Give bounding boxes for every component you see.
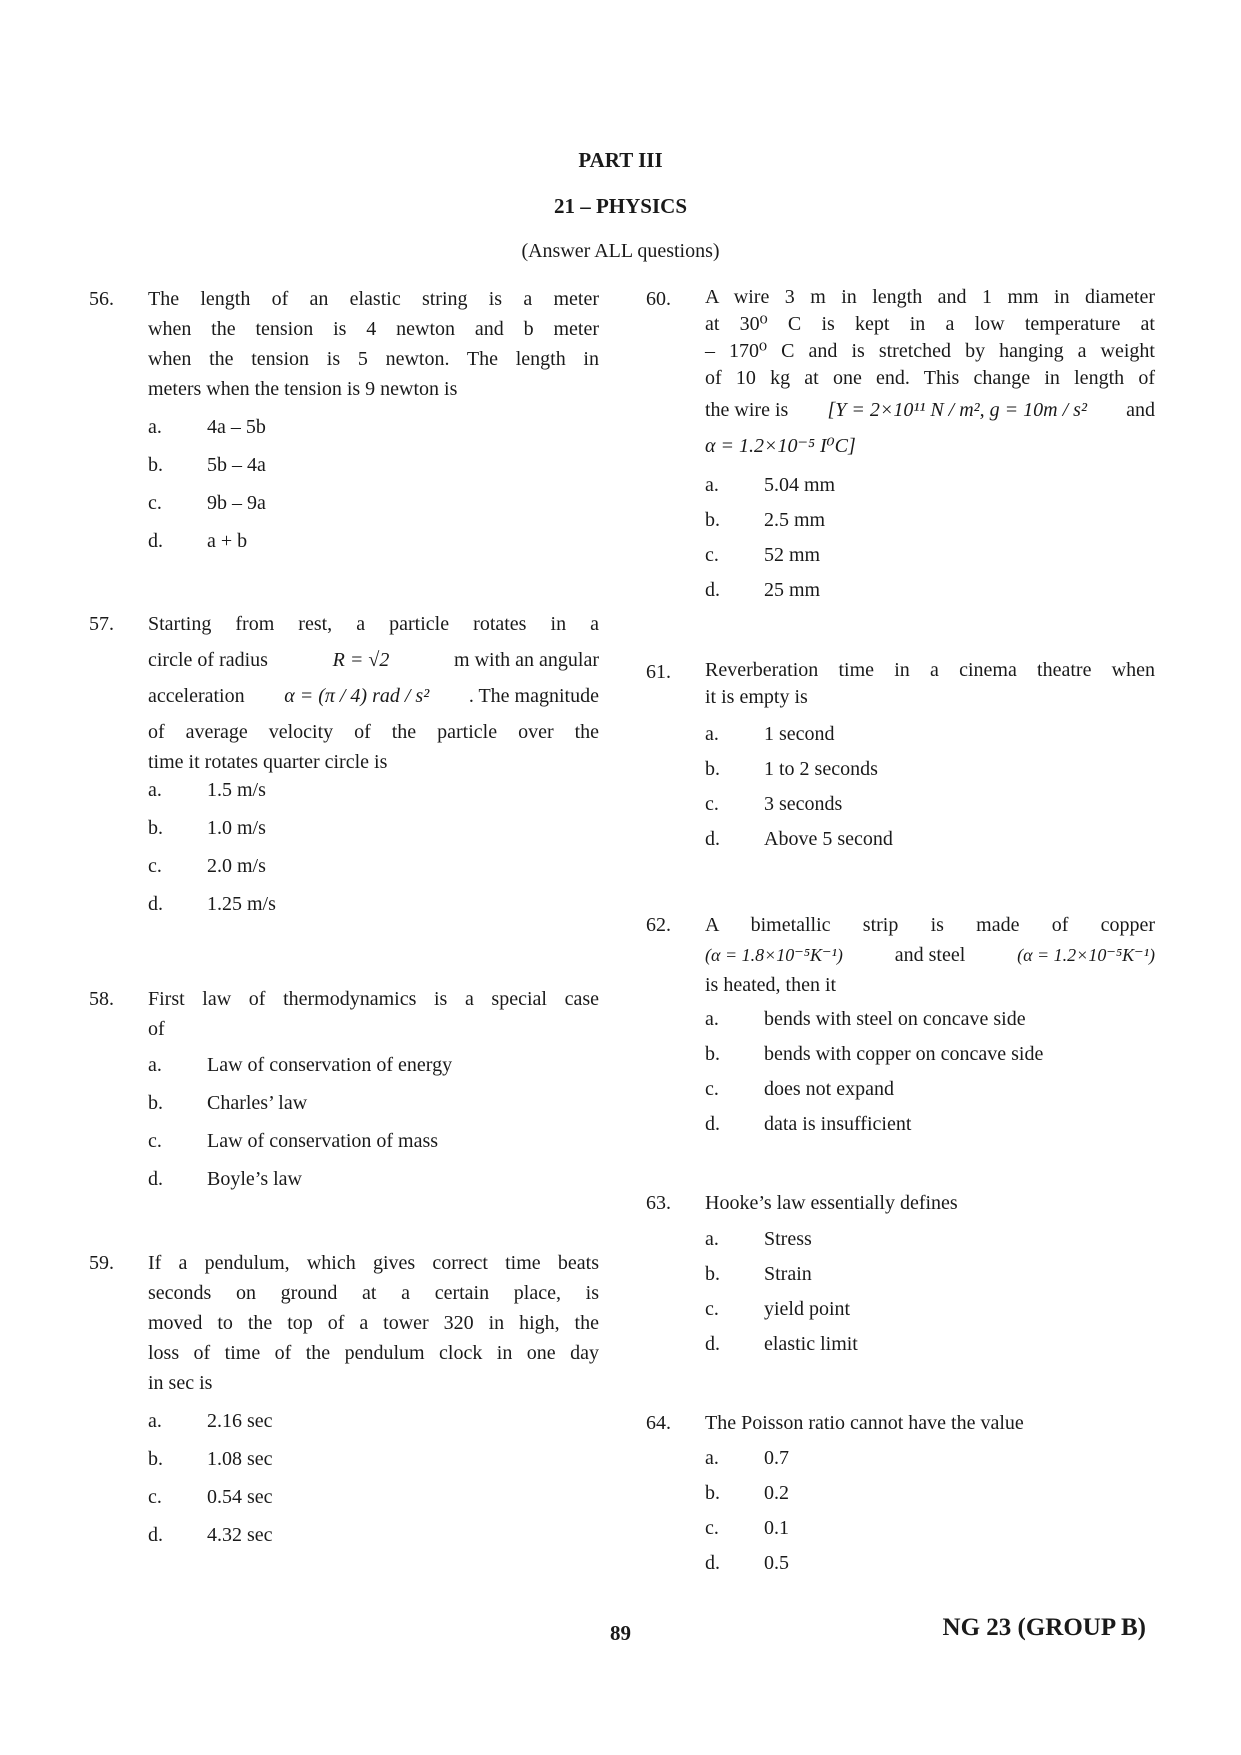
option-letter: d. <box>705 1333 720 1355</box>
question-text-line: The Poisson ratio cannot have the value <box>705 1412 1024 1434</box>
formula-copper-alpha: (α = 1.8×10⁻⁵K⁻¹) <box>705 945 843 965</box>
question-text-line: The length of an elastic string is a meter <box>148 288 599 310</box>
question-text-line <box>148 681 599 717</box>
question-text <box>148 284 599 404</box>
option-letter: d. <box>705 1113 720 1135</box>
question-number: 57. <box>89 613 114 635</box>
option-letter: b. <box>705 1043 720 1065</box>
option-letter: d. <box>148 1524 163 1546</box>
question-number: 62. <box>646 914 671 936</box>
question-text-line: of 10 kg at one end. This change in length of <box>705 367 1155 389</box>
option-letter: a. <box>705 474 719 496</box>
question-text <box>705 657 1155 711</box>
question-number: 61. <box>646 661 671 683</box>
question-text-line: Reverberation time in a cinema theatre when <box>705 659 1155 681</box>
question-text-line <box>705 392 1155 428</box>
question-text-line: First law of thermodynamics is a special case <box>148 988 599 1010</box>
formula-constants: [Y = 2×10¹¹ N / m², g = 10m / s² <box>827 399 1087 421</box>
option-text: bends with copper on concave side <box>764 1043 1044 1065</box>
formula-radius: R = √2 <box>332 649 390 671</box>
option-letter: c. <box>148 492 162 514</box>
option-text: 1 second <box>764 723 835 745</box>
option-letter: a. <box>705 1447 719 1469</box>
option-text: Above 5 second <box>764 828 893 850</box>
option-letter: c. <box>705 793 719 815</box>
question-text-line: of <box>148 1018 165 1040</box>
subject-heading: 21 – PHYSICS <box>553 194 688 218</box>
option-text: 0.7 <box>764 1447 789 1469</box>
paper-code: NG 23 (GROUP B) <box>942 1614 1146 1641</box>
question-text-line: in sec is <box>148 1372 213 1394</box>
option-letter: a. <box>705 1228 719 1250</box>
option-letter: b. <box>148 1092 163 1114</box>
option-text: 52 mm <box>764 544 821 566</box>
option-letter: a. <box>148 1410 162 1432</box>
option-text: Boyle’s law <box>207 1168 302 1190</box>
option-text: Strain <box>764 1263 812 1285</box>
option-letter: d. <box>148 530 163 552</box>
formula-steel-alpha: (α = 1.2×10⁻⁵K⁻¹) <box>1017 945 1155 965</box>
text-fragment: circle of radius <box>148 649 268 671</box>
option-text: 1.08 sec <box>207 1448 273 1470</box>
question-text-line <box>705 940 1155 970</box>
option-text: Law of conservation of mass <box>207 1130 439 1152</box>
question-text-line: moved to the top of a tower 320 in high, the <box>148 1312 599 1334</box>
option-text: Stress <box>764 1228 812 1250</box>
option-letter: c. <box>705 1517 719 1539</box>
option-text: 0.1 <box>764 1517 789 1539</box>
question-text-line: at 30⁰ C is kept in a low temperature at <box>705 313 1155 335</box>
question-text <box>148 984 599 1044</box>
option-letter: c. <box>705 1298 719 1320</box>
option-text: Charles’ law <box>207 1092 308 1114</box>
option-letter: b. <box>705 509 720 531</box>
question-text <box>705 910 1155 1000</box>
option-text: elastic limit <box>764 1333 858 1355</box>
option-text: 4a – 5b <box>207 416 266 438</box>
option-letter: d. <box>705 579 720 601</box>
question-number: 64. <box>646 1412 671 1434</box>
option-letter: c. <box>705 1078 719 1100</box>
question-text-line: Hooke’s law essentially defines <box>705 1192 958 1214</box>
instruction-text: (Answer ALL questions) <box>521 240 720 262</box>
option-letter: b. <box>148 1448 163 1470</box>
option-letter: a. <box>148 1054 162 1076</box>
text-fragment: and <box>1126 399 1155 421</box>
page-number: 89 <box>610 1621 631 1645</box>
option-letter: d. <box>148 893 163 915</box>
question-text-line: when the tension is 5 newton. The length in <box>148 348 599 370</box>
option-letter: a. <box>705 1008 719 1030</box>
formula-acceleration: α = (π / 4) rad / s² <box>284 685 430 707</box>
option-text: data is insufficient <box>764 1113 912 1135</box>
question-text <box>148 609 599 777</box>
question-number: 60. <box>646 288 671 310</box>
question-number: 58. <box>89 988 114 1010</box>
option-letter: d. <box>705 1552 720 1574</box>
part-heading: PART III <box>578 148 663 172</box>
option-letter: c. <box>705 544 719 566</box>
question-text <box>705 1188 1155 1218</box>
option-text: 2.16 sec <box>207 1410 273 1432</box>
question-text <box>148 1248 599 1398</box>
option-text: yield point <box>764 1298 851 1320</box>
question-text-line: meters when the tension is 9 newton is <box>148 378 458 400</box>
option-letter: a. <box>148 416 162 438</box>
option-letter: d. <box>705 828 720 850</box>
question-text-line <box>148 645 599 681</box>
question-number: 56. <box>89 288 114 310</box>
option-text: a + b <box>207 530 248 552</box>
option-text: 9b – 9a <box>207 492 266 514</box>
option-letter: a. <box>148 779 162 801</box>
option-letter: c. <box>148 855 162 877</box>
question-text-line: time it rotates quarter circle is <box>148 751 388 773</box>
question-text <box>705 284 1155 464</box>
option-letter: b. <box>148 817 163 839</box>
option-text: bends with steel on concave side <box>764 1008 1026 1030</box>
question-text-line: is heated, then it <box>705 974 837 996</box>
question-number: 59. <box>89 1252 114 1274</box>
option-text: 1.0 m/s <box>207 817 266 839</box>
question-text-line: loss of time of the pendulum clock in one day <box>148 1342 599 1364</box>
option-letter: c. <box>148 1130 162 1152</box>
text-fragment: the wire is <box>705 399 789 421</box>
text-fragment: acceleration <box>148 685 245 707</box>
option-text: 2.5 mm <box>764 509 826 531</box>
question-text-line: seconds on ground at a certain place, is <box>148 1282 599 1304</box>
option-letter: a. <box>705 723 719 745</box>
question-text-line: A wire 3 m in length and 1 mm in diameter <box>705 286 1155 308</box>
option-letter: c. <box>148 1486 162 1508</box>
question-text-line <box>705 428 1155 464</box>
formula-alpha: α = 1.2×10⁻⁵ I⁰C] <box>705 435 856 457</box>
question-text-line: of average velocity of the particle over the <box>148 721 599 743</box>
question-text-line: Starting from rest, a particle rotates in a <box>148 613 599 635</box>
option-letter: d. <box>148 1168 163 1190</box>
option-letter: b. <box>148 454 163 476</box>
option-letter: b. <box>705 758 720 780</box>
option-text: does not expand <box>764 1078 894 1100</box>
question-text-line: If a pendulum, which gives correct time beats <box>148 1252 599 1274</box>
question-text <box>705 1408 1155 1438</box>
option-text: 3 seconds <box>764 793 843 815</box>
option-text: 5.04 mm <box>764 474 836 496</box>
question-text-line: – 170⁰ C and is stretched by hanging a weight <box>705 340 1155 362</box>
option-text: 25 mm <box>764 579 821 601</box>
text-fragment: . The magnitude <box>468 685 599 707</box>
option-text: 4.32 sec <box>207 1524 273 1546</box>
question-text-line: when the tension is 4 newton and b meter <box>148 318 599 340</box>
option-text: 5b – 4a <box>207 454 266 476</box>
question-text-line: A bimetallic strip is made of copper <box>705 914 1155 936</box>
option-text: 1 to 2 seconds <box>764 758 878 780</box>
text-fragment: and steel <box>894 944 966 966</box>
option-text: Law of conservation of energy <box>207 1054 453 1076</box>
question-text-line: it is empty is <box>705 686 808 708</box>
option-text: 1.25 m/s <box>207 893 276 915</box>
option-text: 2.0 m/s <box>207 855 266 877</box>
question-number: 63. <box>646 1192 671 1214</box>
option-text: 0.5 <box>764 1552 789 1574</box>
option-letter: b. <box>705 1482 720 1504</box>
option-text: 0.2 <box>764 1482 789 1504</box>
option-text: 0.54 sec <box>207 1486 273 1508</box>
option-text: 1.5 m/s <box>207 779 266 801</box>
option-letter: b. <box>705 1263 720 1285</box>
text-fragment: m with an angular <box>454 649 599 671</box>
